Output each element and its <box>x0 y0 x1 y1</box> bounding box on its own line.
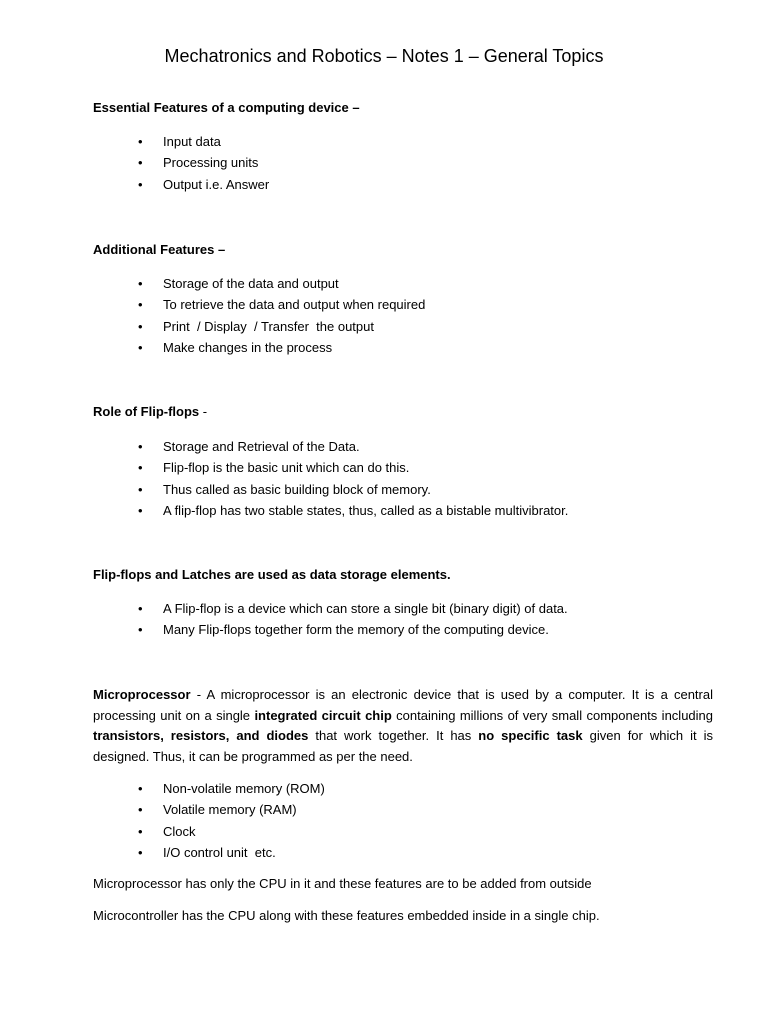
bullet-icon: • <box>138 481 143 497</box>
bullet-icon: • <box>138 439 143 454</box>
page-title: Mechatronics and Robotics – Notes 1 – General Topics <box>164 46 604 66</box>
list-item: • I/O control unit etc. <box>0 842 325 863</box>
microcontroller-summary: Microcontroller has the CPU along with these features embedded inside in a single chip. <box>93 908 600 923</box>
list-item: • A flip-flop has two stable states, thus, called as a bistable multivibrator. <box>0 500 568 521</box>
bullet-icon: • <box>138 318 143 334</box>
bullet-icon: • <box>138 502 143 518</box>
list-item: • Output i.e. Answer <box>0 174 269 195</box>
bullet-icon: • <box>138 276 143 291</box>
heading-flip-flops-and-latches: Flip-flops and Latches are used as data storage elements. <box>93 567 451 582</box>
list-item: • Storage of the data and output <box>0 273 425 294</box>
bullet-icon: • <box>138 176 143 192</box>
list-essential-features <box>0 131 269 195</box>
list-flip-flops-latches <box>0 598 568 641</box>
list-item: • Many Flip-flops together form the memory of the computing device. <box>0 619 568 640</box>
list-item: • Non-volatile memory (ROM) <box>0 778 325 799</box>
heading-additional-features: Additional Features – <box>93 242 226 257</box>
bullet-icon: • <box>138 601 143 616</box>
bullet-icon: • <box>138 460 143 476</box>
bullet-icon: • <box>138 844 143 860</box>
microprocessor-paragraph: Microprocessor - A microprocessor is an electronic device that is used by a computer. It is a central processing unit on a single integrated circuit chip containing millions of very small components including transistors, resistors, and diodes that work together. It has no specific task given for which it is designed. Thus, it can be programmed as per the need. <box>93 687 713 765</box>
list-item: • Volatile memory (RAM) <box>0 799 325 820</box>
bullet-icon: • <box>138 781 143 796</box>
list-item: • Make changes in the process <box>0 337 425 358</box>
list-item: • Flip-flop is the basic unit which can do this. <box>0 457 568 478</box>
bullet-icon: • <box>138 297 143 313</box>
bullet-icon: • <box>138 622 143 638</box>
list-item: • Print / Display / Transfer the output <box>0 316 425 337</box>
microprocessor-summary: Microprocessor has only the CPU in it and these features are to be added from outside <box>93 876 592 891</box>
bullet-icon: • <box>138 155 143 171</box>
list-item: • A Flip-flop is a device which can store a single bit (binary digit) of data. <box>0 598 568 619</box>
list-additional-features <box>0 273 425 358</box>
heading-role-of-flip-flops: Role of Flip-flops - <box>93 404 208 419</box>
bullet-icon: • <box>138 802 143 818</box>
list-item: • Input data <box>0 131 269 152</box>
list-item: • Clock <box>0 821 325 842</box>
list-microprocessor-features <box>0 778 325 863</box>
list-flip-flop-roles <box>0 436 568 521</box>
list-item: • Thus called as basic building block of memory. <box>0 479 568 500</box>
list-item: • Storage and Retrieval of the Data. <box>0 436 568 457</box>
bullet-icon: • <box>138 339 143 355</box>
list-item: • Processing units <box>0 152 269 173</box>
bullet-icon: • <box>138 134 143 149</box>
list-item: • To retrieve the data and output when required <box>0 294 425 315</box>
bullet-icon: • <box>138 823 143 839</box>
heading-essential-features: Essential Features of a computing device – <box>93 100 360 115</box>
